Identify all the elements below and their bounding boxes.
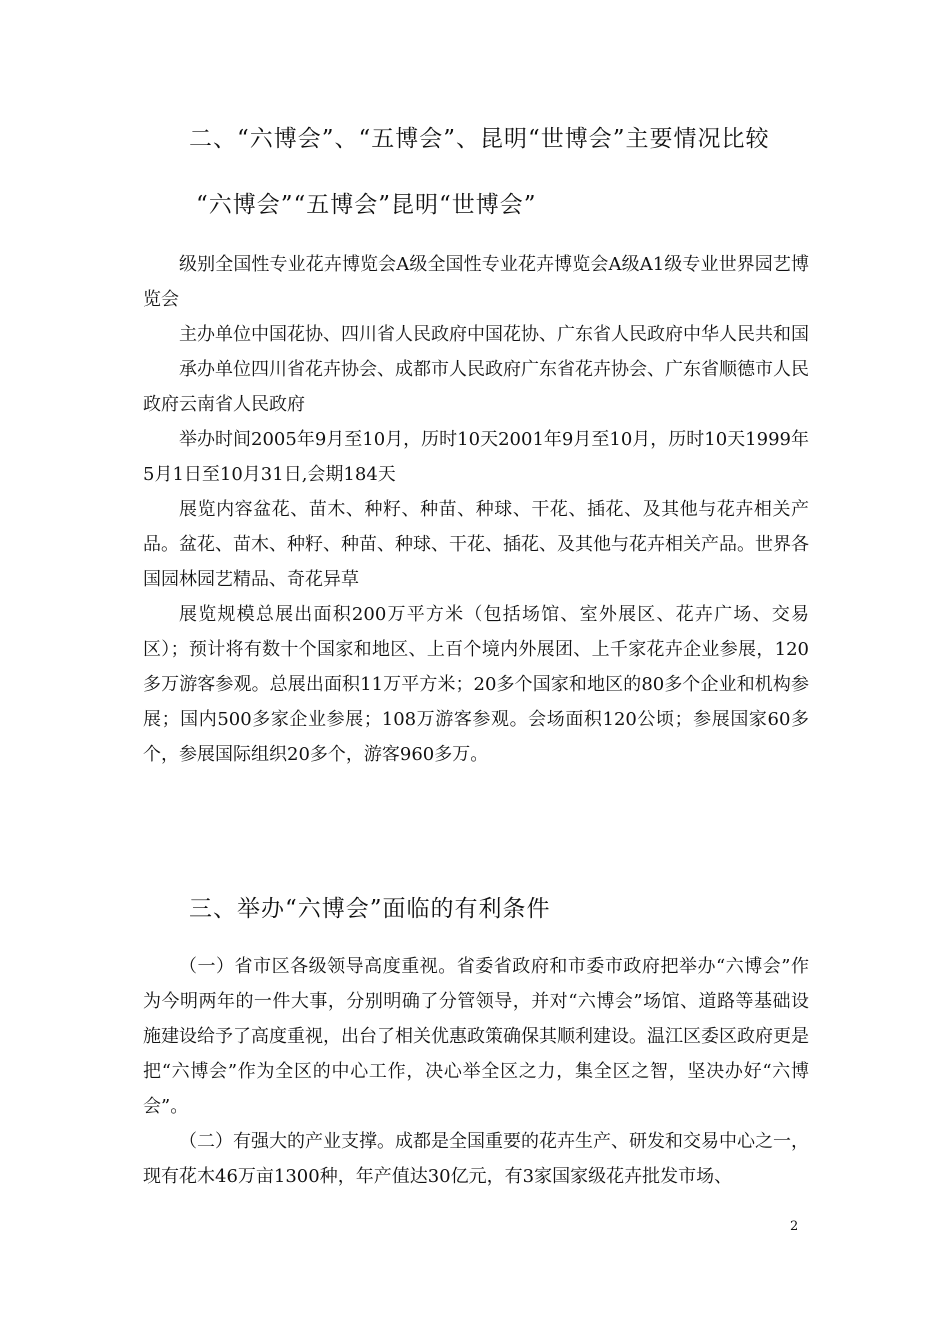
row-level: 级别全国性专业花卉博览会A级全国性专业花卉博览会A级A1级专业世界园艺博览会 xyxy=(143,254,809,310)
section-2-heading: 二、“六博会”、“五博会”、昆明“世博会”主要情况比较 xyxy=(189,126,770,152)
row-host: 主办单位中国花协、四川省人民政府中国花协、广东省人民政府中华人民共和国 xyxy=(179,324,809,345)
row-time: 举办时间2005年9月至10月，历时10天2001年9月至10月，历时10天1999年5月1日至10月31日,会期184天 xyxy=(143,429,809,485)
paragraph-leadership: （一）省市区各级领导高度重视。省委省政府和市委市政府把举办“六博会”作为今明两年的一件大事，分别明确了分管领导，并对“六博会”场馆、道路等基础设施建设给予了高度重视，出台了相关优惠政策确保其顺利建设。温江区委区政府更是把“六博会”作为全区的中心工作，决心举全区之力，集全区之智，坚决办好“六博会”。 xyxy=(143,956,809,1117)
paragraph-industry: （二）有强大的产业支撑。成都是全国重要的花卉生产、研发和交易中心之一，现有花木46万亩1300种，年产值达30亿元，有3家国家级花卉批发市场、 xyxy=(143,1131,809,1187)
row-scale: 展览规模总展出面积200万平方米（包括场馆、室外展区、花卉广场、交易区）；预计将有数十个国家和地区、上百个境内外展团、上千家花卉企业参展，120多万游客参观。总展出面积11万平方米；20多个国家和地区的80多个企业和机构参展；国内500多家企业参展；108万游客参观。会场面积120公顷；参展国家60多个，参展国际组织20多个，游客960多万。 xyxy=(143,604,809,765)
page-number: 2 xyxy=(790,1219,799,1234)
comparison-rows xyxy=(143,247,809,772)
section-3-body xyxy=(143,949,809,1194)
section-3-heading: 三、举办“六博会”面临的有利条件 xyxy=(189,896,551,922)
row-content: 展览内容盆花、苗木、种籽、种苗、种球、干花、插花、及其他与花卉相关产品。盆花、苗木、种籽、种苗、种球、干花、插花、及其他与花卉相关产品。世界各国园林园艺精品、奇花异草 xyxy=(143,499,809,590)
comparison-column-headers: “六博会”“五博会”昆明“世博会” xyxy=(196,192,537,218)
row-organizer: 承办单位四川省花卉协会、成都市人民政府广东省花卉协会、广东省顺德市人民政府云南省人民政府 xyxy=(143,359,809,415)
